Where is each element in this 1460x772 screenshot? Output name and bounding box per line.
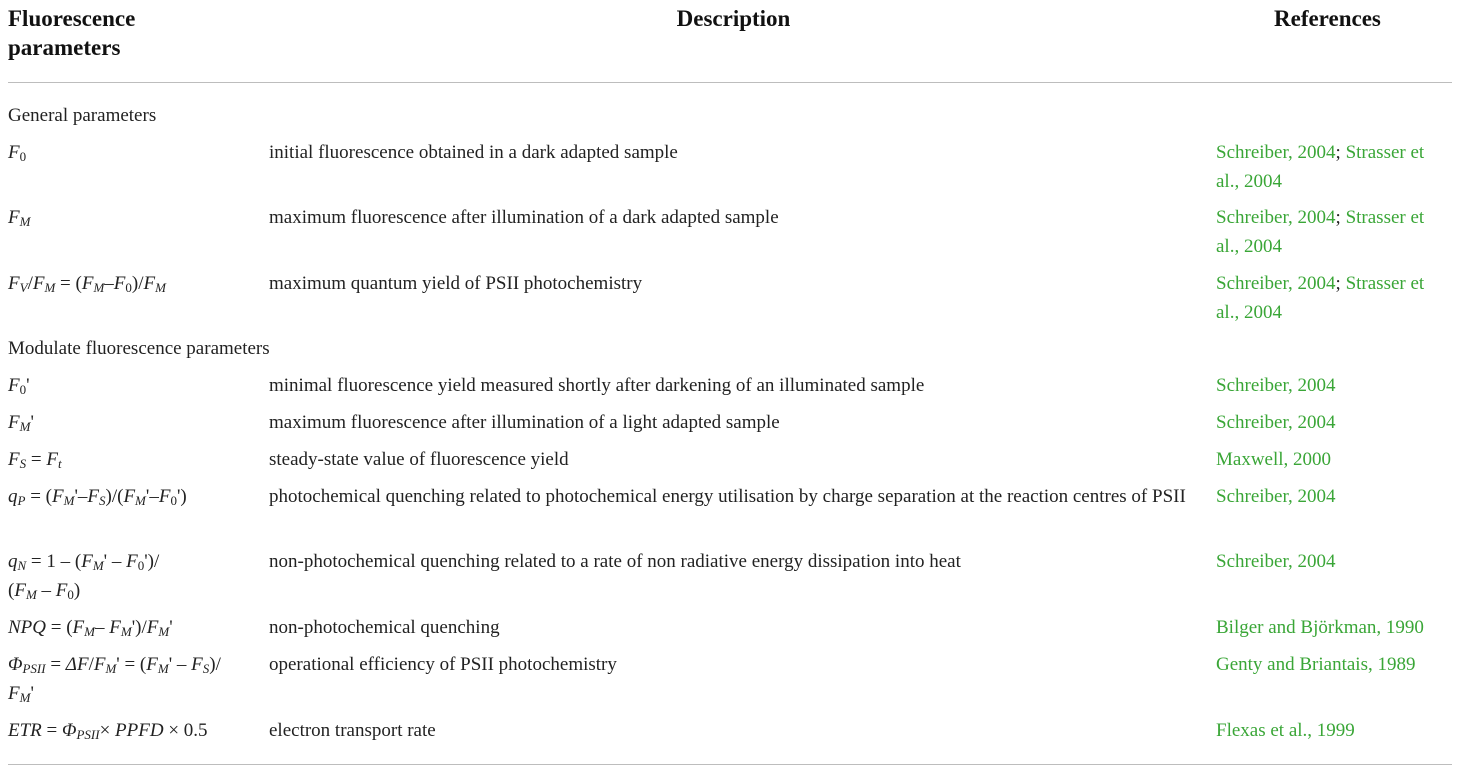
parameter-references (1216, 445, 1452, 474)
parameter-references (1216, 547, 1452, 576)
reference-separator: ; (1335, 207, 1346, 228)
column-header-parameters-line1: Fluorescence (8, 6, 136, 31)
parameter-formula: $F_V/F_M = (F_M-F_0)/F_M$ (8, 273, 166, 295)
section-general-parameters: General parameters (8, 105, 157, 126)
reference-link[interactable]: Schreiber, 2004 (1216, 486, 1336, 507)
reference-separator: ; (1335, 142, 1346, 163)
parameter-formula: $F_S = F_t$ (8, 449, 62, 471)
parameter-formula: $F_M$ (8, 207, 31, 229)
parameter-formula: $F_0$ (8, 142, 27, 164)
parameter-formula: $F_M'$ (8, 412, 34, 434)
table-bottom-rule (8, 764, 1452, 765)
reference-separator: ; (1335, 273, 1346, 294)
parameter-description: maximum fluorescence after illumination of a dark adapted sample (269, 207, 779, 228)
parameter-references (1216, 203, 1452, 261)
section-modulate-parameters: Modulate fluorescence parameters (8, 338, 270, 359)
parameter-references (1216, 138, 1452, 196)
reference-link[interactable]: Schreiber, 2004 (1216, 142, 1336, 163)
reference-link[interactable]: Schreiber, 2004 (1216, 273, 1336, 294)
parameter-references (1216, 482, 1452, 511)
parameter-references (1216, 269, 1452, 327)
reference-link[interactable]: Genty and Briantais, 1989 (1216, 654, 1416, 675)
parameter-references (1216, 371, 1452, 400)
parameter-description: maximum fluorescence after illumination of a light adapted sample (269, 412, 780, 433)
column-header-description: Description (676, 6, 791, 31)
parameter-formula: $q_N = 1 - (F_M' - F_0')/$ $(F_M - F_0)$ (8, 551, 160, 602)
reference-link[interactable]: Schreiber, 2004 (1216, 375, 1336, 396)
parameter-description: photochemical quenching related to photochemical energy utilisation by charge separation at the reaction centres of PSII (269, 486, 1186, 507)
parameter-description: initial fluorescence obtained in a dark adapted sample (269, 142, 678, 163)
parameter-references (1216, 650, 1452, 679)
column-header-parameters-line2: parameters (8, 35, 121, 60)
parameter-formula: ETR = $\Phi_{PSII}\times$ PPFD × 0.5 (8, 720, 208, 742)
header-rule (8, 82, 1452, 83)
parameter-formula: $q_P = (F_M'-F_S)/(F_M'-F_0')$ (8, 486, 187, 508)
parameter-formula: $\Phi_{PSII} = \Delta F/F_M' = (F_M' - F_S)/$ $F_M'$ (8, 654, 221, 705)
parameter-description: non-photochemical quenching related to a rate of non radiative energy dissipation into heat (269, 551, 961, 572)
reference-link[interactable]: Strasser et al., 2004 (1216, 273, 1425, 323)
reference-link[interactable]: Strasser et al., 2004 (1216, 207, 1425, 257)
reference-link[interactable]: Bilger and Björkman, 1990 (1216, 617, 1424, 638)
reference-link[interactable]: Strasser et al., 2004 (1216, 142, 1425, 192)
parameter-formula: NPQ = ($F_M-$ $F_M')/F_M'$ (8, 617, 173, 639)
reference-link[interactable]: Flexas et al., 1999 (1216, 720, 1355, 741)
reference-link[interactable]: Schreiber, 2004 (1216, 207, 1336, 228)
parameter-description: maximum quantum yield of PSII photochemistry (269, 273, 643, 294)
parameter-formula: $F_0'$ (8, 375, 30, 397)
parameter-description: electron transport rate (269, 720, 436, 741)
reference-link[interactable]: Schreiber, 2004 (1216, 412, 1336, 433)
parameter-references (1216, 716, 1452, 745)
reference-link[interactable]: Schreiber, 2004 (1216, 551, 1336, 572)
parameter-references (1216, 613, 1452, 642)
reference-link[interactable]: Maxwell, 2000 (1216, 449, 1332, 470)
parameter-description: steady-state value of fluorescence yield (269, 449, 569, 470)
parameter-description: minimal fluorescence yield measured shortly after darkening of an illuminated sample (269, 375, 925, 396)
parameter-description: non-photochemical quenching (269, 617, 500, 638)
parameter-description: operational efficiency of PSII photochemistry (269, 654, 617, 675)
column-header-references: References (1274, 6, 1381, 31)
parameter-references (1216, 408, 1452, 437)
